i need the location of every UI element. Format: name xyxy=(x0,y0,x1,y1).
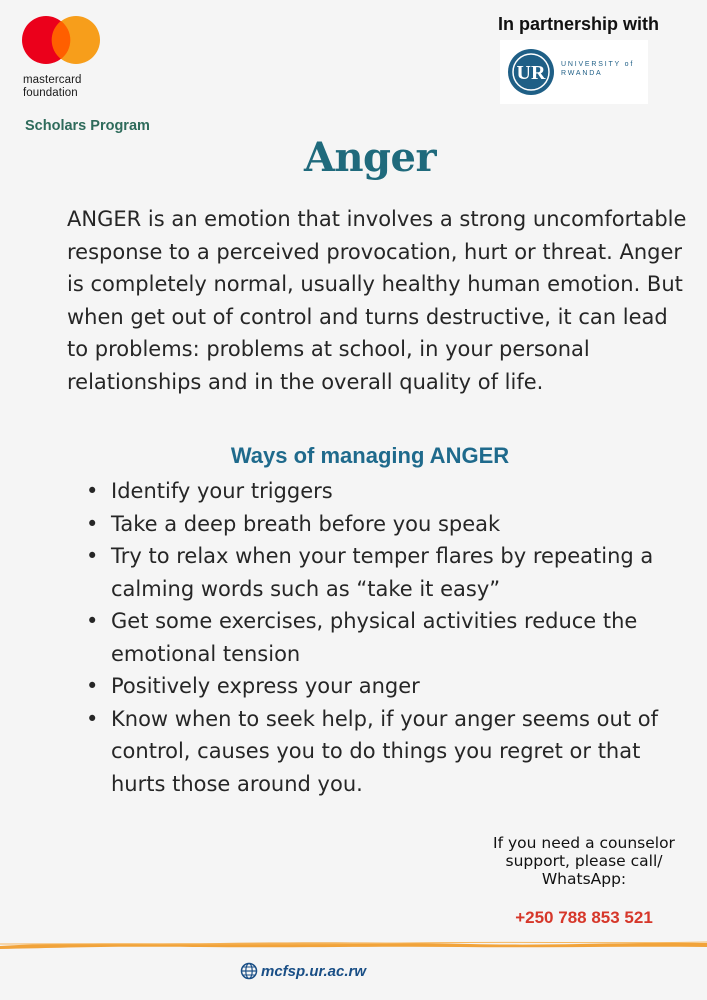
list-item-text: Identify your triggers xyxy=(111,479,333,503)
list-item xyxy=(84,670,684,703)
bullet-dot-icon: • xyxy=(86,511,99,536)
mastercard-foundation-logo xyxy=(14,12,174,132)
list-item xyxy=(84,508,684,541)
bullet-dot-icon: • xyxy=(86,609,99,633)
mastercard-line: mastercard xyxy=(23,74,82,86)
intro-paragraph: ANGER is an emotion that involves a strong uncomfortable response to a perceived provocation, hurt or threat. Anger is completely normal, usually healthy human emotion. But when get out of control and turns destructive, it can lead to problems: problems at school, in your personal relationships and in the overall quality of life. xyxy=(67,207,687,394)
bullet-dot-icon: • xyxy=(86,479,99,503)
list-item xyxy=(84,703,684,801)
mastercard-circles-icon xyxy=(21,15,105,65)
university-mark-text: UR xyxy=(516,62,546,84)
list-item-text: Take a deep breath before you speak xyxy=(111,511,501,536)
page-title: Anger xyxy=(303,134,437,181)
bullet-dot-icon: • xyxy=(86,674,99,698)
list-item-text: Try to relax when your temper flares by repeating a calming words such as “take it easy” xyxy=(111,544,654,601)
counsel-line: support, please call/ xyxy=(505,852,663,870)
bullet-dot-icon: • xyxy=(86,706,99,731)
website-text[interactable]: mcfsp.ur.ac.rw xyxy=(261,962,367,980)
university-of-rwanda-logo xyxy=(500,40,648,104)
phone-number[interactable]: +250 788 853 521 xyxy=(515,908,653,927)
university-wordmark xyxy=(561,60,634,78)
list-item xyxy=(84,540,684,605)
mastercard-wordmark xyxy=(23,74,82,100)
partnership-label: In partnership with xyxy=(498,14,660,34)
counselor-support-note xyxy=(472,834,696,888)
list-item xyxy=(84,475,684,508)
counsel-line: WhatsApp: xyxy=(541,870,627,888)
list-item-text: Positively express your anger xyxy=(111,674,420,698)
section-heading: Ways of managing ANGER xyxy=(230,443,510,468)
bullet-dot-icon: • xyxy=(86,544,99,568)
scholars-program-label: Scholars Program xyxy=(25,118,150,134)
globe-icon xyxy=(240,962,258,980)
rwanda-line: RWANDA xyxy=(561,70,603,77)
university-seal-icon xyxy=(507,48,555,96)
list-item-text: Know when to seek help, if your anger seems out of control, causes you to do things you regret or that hurts those around you. xyxy=(111,706,658,796)
website-link[interactable] xyxy=(240,960,366,982)
list-item xyxy=(84,605,684,670)
foundation-line: foundation xyxy=(23,87,78,99)
counsel-line: If you need a counselor xyxy=(493,834,675,852)
orange-brush-divider xyxy=(0,934,707,956)
list-item-text: Get some exercises, physical activities reduce the emotional tension xyxy=(111,609,638,666)
university-line: UNIVERSITY of xyxy=(561,61,635,68)
tips-list xyxy=(84,475,684,800)
